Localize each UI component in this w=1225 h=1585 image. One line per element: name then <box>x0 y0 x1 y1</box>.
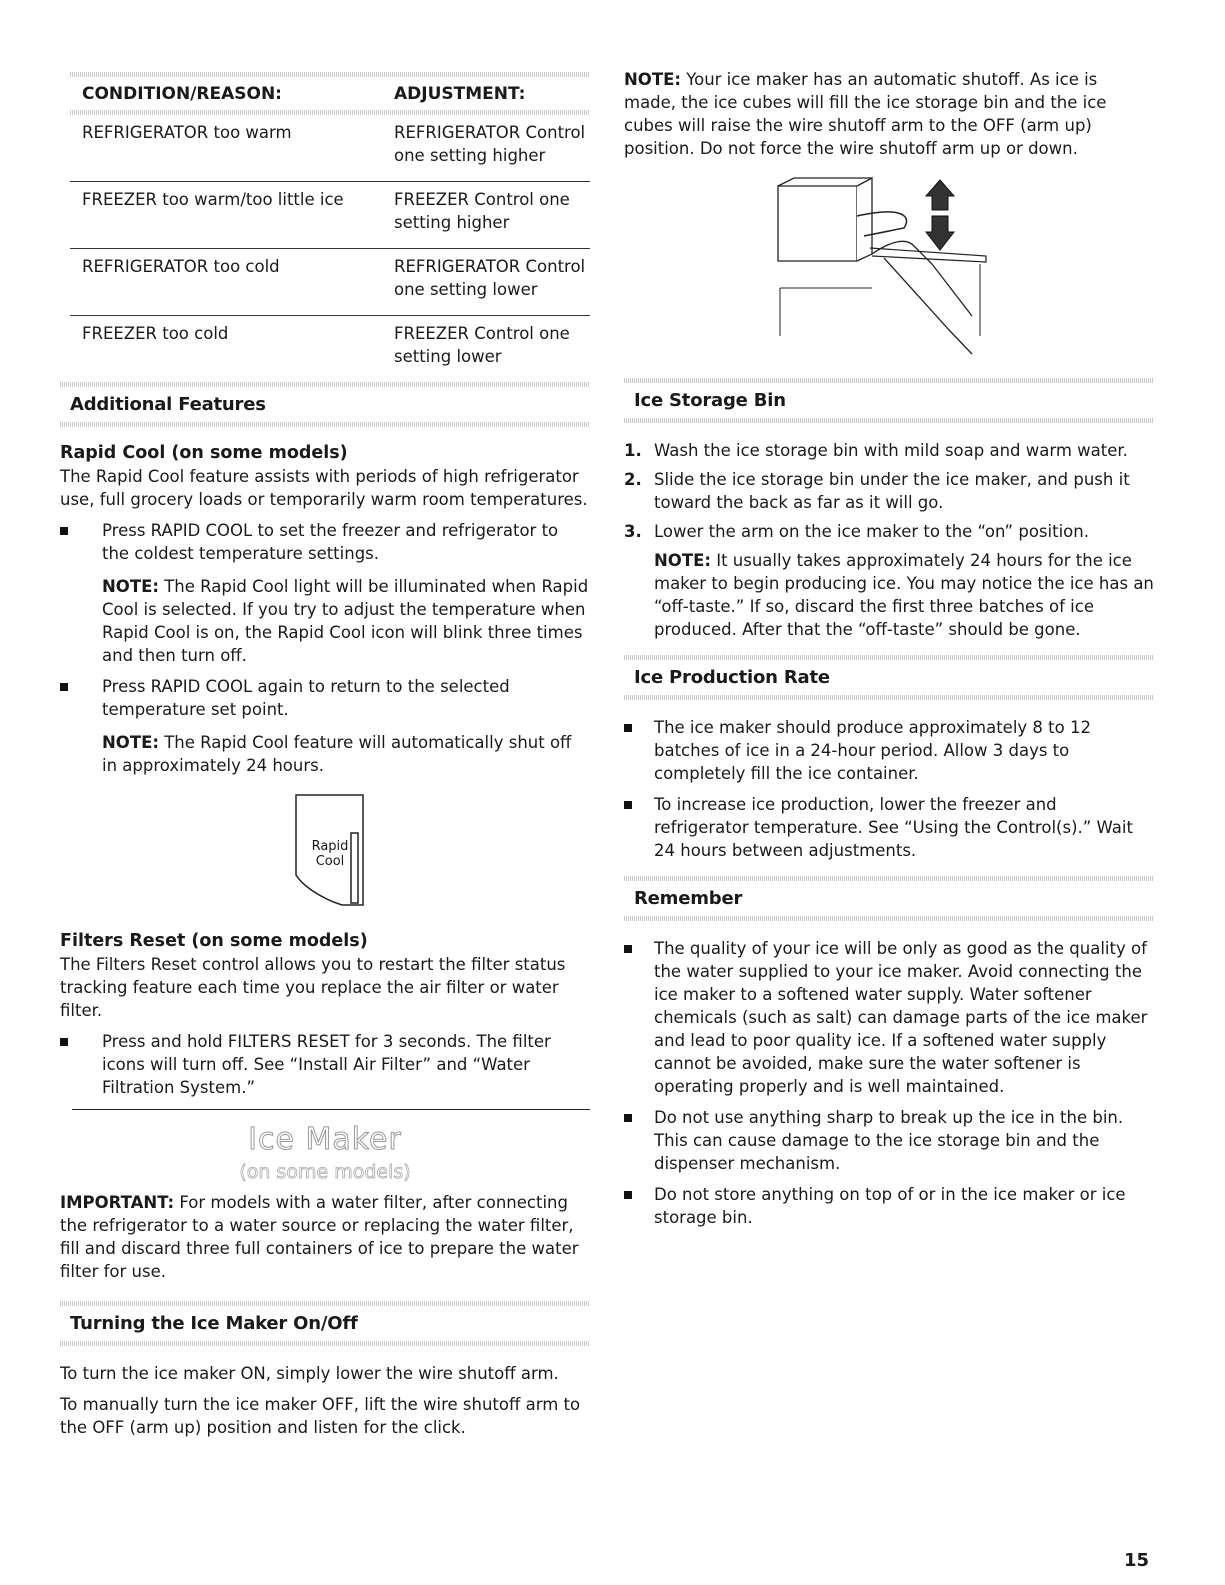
rapid-cool-bullet-2: Press RAPID COOL again to return to the selected temperature set point. <box>102 677 510 719</box>
table-row <box>70 249 590 316</box>
section-divider <box>72 1109 590 1110</box>
button-line-1: Rapid <box>311 839 349 854</box>
ice-maker-subtitle: (on some models) <box>239 1161 411 1183</box>
list-item <box>60 1030 590 1099</box>
rapid-cool-title: Rapid Cool (on some models) <box>60 443 348 463</box>
section-bar <box>60 1341 590 1346</box>
step-text: Slide the ice storage bin under the ice maker, and push it toward the back as far as it will go. <box>654 470 1130 512</box>
list-item <box>624 439 1154 462</box>
ice-maker-title: Ice Maker <box>248 1122 402 1157</box>
condition-cell: REFRIGERATOR too cold <box>70 249 382 316</box>
list-item <box>624 937 1154 1098</box>
remember-bullet-3: Do not store anything on top of or in the ice maker or ice storage bin. <box>654 1185 1126 1227</box>
rapid-cool-note-1: The Rapid Cool light will be illuminated when Rapid Cool is selected. If you try to adjust the temperature when Rapid Cool is on, the Rapid Cool icon will blink three times and then turn off. <box>102 577 589 665</box>
rapid-cool-button-illustration <box>60 793 590 919</box>
filters-reset-title: Filters Reset (on some models) <box>60 931 368 951</box>
auto-shutoff-note: Your ice maker has an automatic shutoff. As ice is made, the ice cubes will fill the ice storage bin and the ice cubes will raise the wire shutoff arm to the OFF (arm up) position. Do not force the wire shutoff arm up or down. <box>624 70 1107 158</box>
section-bar <box>624 916 1154 921</box>
condition-cell: FREEZER too warm/too little ice <box>70 182 382 249</box>
turning-on-off-heading: Turning the Ice Maker On/Off <box>70 1313 358 1334</box>
header-condition: CONDITION/REASON: <box>82 84 282 104</box>
list-item <box>624 793 1154 862</box>
step-text: Lower the arm on the ice maker to the “on” position. <box>654 522 1089 541</box>
ice-production-rate-heading: Ice Production Rate <box>634 667 830 688</box>
additional-features-heading: Additional Features <box>70 394 266 415</box>
adjustment-cell: FREEZER Control one setting lower <box>394 324 570 366</box>
ice-storage-steps <box>624 439 1154 641</box>
step-number: 2. <box>624 470 642 489</box>
section-bar <box>60 422 590 427</box>
rapid-cool-note-2: The Rapid Cool feature will automatically shut off in approximately 24 hours. <box>102 733 572 775</box>
rapid-cool-intro: The Rapid Cool feature assists with periods of high refrigerator use, full grocery loads or temporarily warm room temperatures. <box>60 467 588 509</box>
step-number: 3. <box>624 522 642 541</box>
note-label: NOTE: <box>102 577 159 596</box>
list-item <box>624 716 1154 785</box>
table-header-row <box>70 72 590 110</box>
step-number: 1. <box>624 441 642 460</box>
list-item <box>624 468 1154 514</box>
section-bar <box>624 695 1154 700</box>
adjustment-cell: REFRIGERATOR Control one setting higher <box>382 115 590 182</box>
table-row <box>70 316 590 383</box>
rate-bullet-2: To increase ice production, lower the freezer and refrigerator temperature. See “Using the Control(s).” Wait 24 hours between adjustments. <box>654 795 1133 860</box>
step-text: Wash the ice storage bin with mild soap and warm water. <box>654 441 1128 460</box>
list-item <box>624 520 1154 641</box>
remember-heading: Remember <box>634 888 743 909</box>
production-rate-list <box>624 716 1154 862</box>
remember-bullet-1: The quality of your ice will be only as good as the quality of the water supplied to your ice maker. Avoid connecting the ice maker to a softened water supply. Water softener chemicals (such as salt) can damage parts of the ice maker and lead to poor quality ice. If a softened water supply cannot be avoided, make sure the water softener is operating properly and is well maintained. <box>654 939 1148 1096</box>
rapid-cool-label <box>308 839 352 869</box>
adjustment-cell: REFRIGERATOR Control one setting lower <box>382 249 590 316</box>
filters-reset-list <box>60 1030 590 1099</box>
condition-cell: FREEZER too cold <box>82 324 229 343</box>
list-item <box>624 1106 1154 1175</box>
filters-reset-intro: The Filters Reset control allows you to restart the filter status tracking feature each time you replace the air filter or water filter. <box>60 955 566 1020</box>
right-column <box>624 68 1154 1237</box>
remember-list <box>624 937 1154 1229</box>
rate-bullet-1: The ice maker should produce approximately 8 to 12 batches of ice in a 24-hour period. Allow 3 days to completely fill the ice container. <box>654 718 1091 783</box>
list-item <box>624 1183 1154 1229</box>
note-label: NOTE: <box>102 733 159 752</box>
filters-reset-bullet-1: Press and hold FILTERS RESET for 3 seconds. The filter icons will turn off. See “Install Air Filter” and “Water Filtration System.” <box>102 1032 551 1097</box>
page-number: 15 <box>1124 1550 1150 1571</box>
adjustment-cell: FREEZER Control one setting higher <box>382 182 590 249</box>
important-label: IMPORTANT: <box>60 1193 175 1212</box>
ice-storage-bin-heading: Ice Storage Bin <box>634 390 786 411</box>
condition-cell: REFRIGERATOR too warm <box>70 115 382 182</box>
note-label: NOTE: <box>654 551 711 570</box>
remember-bullet-2: Do not use anything sharp to break up the ice in the bin. This can cause damage to the ice storage bin and the dispenser mechanism. <box>654 1108 1124 1173</box>
bin-note: It usually takes approximately 24 hours for the ice maker to begin producing ice. You may notice the ice has an “off-taste.” If so, discard the first three batches of ice produced. After that the “off-taste” should be gone. <box>654 551 1154 639</box>
ice-maker-arm-illustration <box>772 176 1002 366</box>
section-bar <box>624 418 1154 423</box>
adjustment-table <box>70 72 590 382</box>
on-off-paragraph-1: To turn the ice maker ON, simply lower the wire shutoff arm. <box>60 1364 559 1383</box>
header-adjustment: ADJUSTMENT: <box>394 84 526 104</box>
on-off-paragraph-2: To manually turn the ice maker OFF, lift the wire shutoff arm to the OFF (arm up) position and listen for the click. <box>60 1395 581 1437</box>
note-label: NOTE: <box>624 70 681 89</box>
rapid-cool-list <box>60 519 590 777</box>
rapid-cool-bullet-1: Press RAPID COOL to set the freezer and refrigerator to the coldest temperature settings. <box>102 521 559 563</box>
table-row <box>70 115 590 182</box>
button-line-2: Cool <box>315 854 345 869</box>
table-row <box>70 182 590 249</box>
important-text: For models with a water filter, after connecting the refrigerator to a water source or replacing the water filter, fill and discard three full containers of ice to prepare the water filter for use. <box>60 1193 579 1281</box>
left-column <box>60 382 590 1439</box>
list-item <box>60 675 590 777</box>
list-item <box>60 519 590 667</box>
